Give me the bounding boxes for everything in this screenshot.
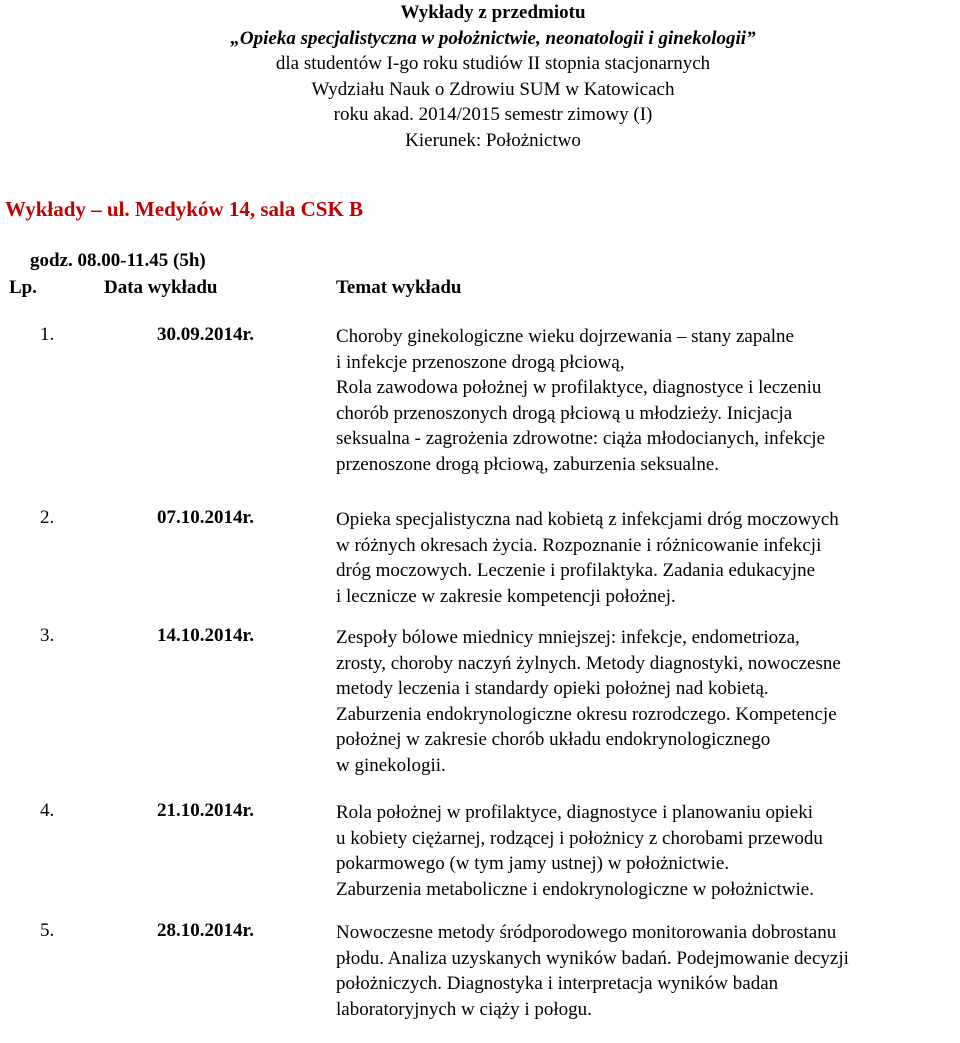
table-header-topic: Temat wykładu [336,277,462,298]
topic-line: u kobiety ciężarnej, rodzącej i położnicy z chorobami przewodu [336,827,823,849]
document-header [0,0,960,153]
topic-line: laboratoryjnych w ciąży i połogu. [336,998,592,1020]
lecture-date: 14.10.2014r. [157,625,254,646]
topic-line: przenoszone drogą płciową, zaburzenia seksualne. [336,453,719,475]
topic-line: Choroby ginekologiczne wieku dojrzewania – stany zapalne [336,326,794,347]
topic-line: chorób przenoszonych drogą płciową u młodzieży. Inicjacja [336,402,793,424]
lecture-date: 30.09.2014r. [157,324,254,345]
document-title: Wykłady z przedmiotu [400,2,586,23]
topic-line: Zaburzenia endokrynologiczne okresu rozrodczego. Kompetencje [336,703,837,725]
topic-line: Opieka specjalistyczna nad kobietą z infekcjami dróg moczowych [336,509,839,530]
lecture-location: Wykłady – ul. Medyków 14, sala CSK B [5,197,364,221]
topic-line: metody leczenia i standardy opieki położnej nad kobietą. [336,678,769,699]
topic-line: seksualna - zagrożenia zdrowotne: ciąża młodocianych, infekcje [336,428,826,449]
direction-line: Kierunek: Położnictwo [405,129,581,151]
lecture-number: 2. [40,507,55,528]
topic-line: pokarmowego (w tym jamy ustnej) w położnictwie. [336,853,730,874]
lecture-topic [336,920,960,1022]
academic-year-line: roku akad. 2014/2015 semestr zimowy (I) [333,104,653,125]
lecture-date: 21.10.2014r. [157,800,254,821]
lecture-number: 5. [40,920,55,941]
lecture-date: 07.10.2014r. [157,507,254,528]
lecture-number: 4. [40,800,55,821]
topic-line: położniczych. Diagnostyka i interpretacja wyników badan [336,973,779,994]
topic-line: i infekcje przenoszone drogą płciową, [336,351,625,373]
topic-line: w różnych okresach życia. Rozpoznanie i różnicowanie infekcji [336,534,822,556]
lecture-date: 28.10.2014r. [157,920,254,941]
topic-line: Nowoczesne metody śródporodowego monitorowania dobrostanu [336,922,837,943]
table-header-date: Data wykładu [104,277,218,298]
topic-line: Rola zawodowa położnej w profilaktyce, diagnostyce i leczeniu [336,377,822,398]
lecture-number: 1. [40,324,55,345]
table-header-lp: Lp. [9,277,37,298]
topic-line: płodu. Analiza uzyskanych wyników badań. Podejmowanie decyzji [336,947,849,969]
topic-line: zrosty, choroby naczyń żylnych. Metody diagnostyki, nowoczesne [336,652,841,674]
subject-name: „Opieka specjalistyczna w położnictwie, neonatologii i ginekologii” [230,27,756,49]
lecture-hours: godz. 08.00-11.45 (5h) [30,250,206,271]
lecture-topic [336,800,960,902]
topic-line: położnej w zakresie chorób układu endokrynologicznego [336,729,771,750]
topic-line: Zaburzenia metaboliczne i endokrynologiczne w położnictwie. [336,878,814,900]
topic-line: dróg moczowych. Leczenie i profilaktyka. Zadania edukacyjne [336,560,816,581]
students-line: dla studentów I-go roku studiów II stopnia stacjonarnych [275,53,711,74]
lecture-topic [336,507,960,609]
topic-line: Rola położnej w profilaktyce, diagnostyce i planowaniu opieki [336,802,813,823]
topic-line: Zespoły bólowe miednicy mniejszej: infekcje, endometrioza, [336,627,800,648]
topic-line: i lecznicze w zakresie kompetencji położnej. [336,585,676,607]
lecture-topic [336,625,960,778]
lecture-number: 3. [40,625,55,646]
faculty-line: Wydziału Nauk o Zdrowiu SUM w Katowicach [311,78,675,100]
topic-line: w ginekologii. [336,754,446,776]
lecture-topic [336,324,960,477]
